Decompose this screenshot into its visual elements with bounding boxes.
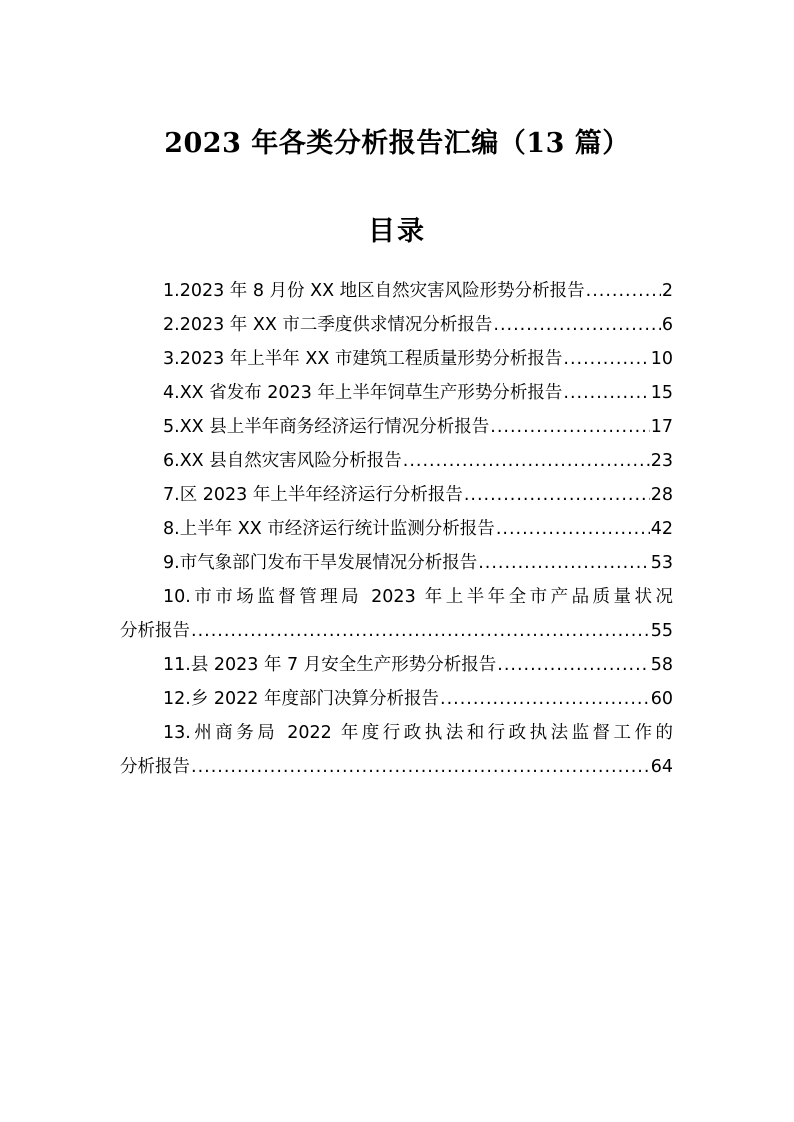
toc-entry-title-line1: 10.市市场监督管理局 2023 年上半年全市产品质量状况	[163, 587, 673, 607]
toc-entry-title: 8.上半年 XX 市经济运行统计监测分析报告	[163, 519, 495, 539]
toc-entry-title-line1: 13.州商务局 2022 年度行政执法和行政执法监督工作的	[163, 723, 673, 743]
toc-entry-title-line2: 分析报告	[120, 621, 190, 641]
toc-dot-leader	[586, 274, 661, 308]
toc-dot-leader	[497, 648, 649, 682]
toc-dot-leader	[563, 342, 649, 376]
toc-page-number: 60	[650, 689, 673, 709]
table-of-contents	[120, 274, 673, 784]
toc-entry-12[interactable]	[120, 682, 673, 716]
toc-entry-title: 6.XX 县自然灾害风险分析报告	[163, 451, 402, 471]
toc-heading: 目录	[368, 216, 426, 247]
toc-page-number: 28	[650, 485, 673, 505]
toc-entry-title: 2.2023 年 XX 市二季度供求情况分析报告	[163, 315, 493, 335]
toc-entry-title-line2: 分析报告	[120, 757, 190, 777]
toc-dot-leader	[440, 682, 650, 716]
toc-entry-11[interactable]	[120, 648, 673, 682]
toc-page-number: 6	[661, 315, 673, 335]
toc-entry-6[interactable]	[120, 444, 673, 478]
toc-entry-5[interactable]	[120, 410, 673, 444]
toc-dot-leader	[496, 512, 650, 546]
toc-entry-2[interactable]	[120, 308, 673, 342]
toc-entry-9[interactable]	[120, 546, 673, 580]
toc-entry-3[interactable]	[120, 342, 673, 376]
toc-entry-title: 11.县 2023 年 7 月安全生产形势分析报告	[163, 655, 497, 675]
toc-dot-leader	[490, 410, 649, 444]
toc-page-number: 2	[661, 281, 673, 301]
toc-dot-leader	[464, 478, 650, 512]
toc-entry-7[interactable]	[120, 478, 673, 512]
toc-entry-title: 12.乡 2022 年度部门决算分析报告	[163, 689, 439, 709]
toc-entry-title: 1.2023 年 8 月份 XX 地区自然灾害风险形势分析报告	[163, 281, 585, 301]
toc-page-number: 15	[650, 383, 673, 403]
toc-page-number: 55	[650, 621, 673, 641]
toc-dot-leader	[191, 614, 650, 648]
toc-entry-title: 3.2023 年上半年 XX 市建筑工程质量形势分析报告	[163, 349, 563, 369]
toc-page-number: 64	[650, 757, 673, 777]
toc-page-number: 23	[650, 451, 673, 471]
toc-entry-title: 5.XX 县上半年商务经济运行情况分析报告	[163, 417, 490, 437]
toc-page-number: 10	[650, 349, 673, 369]
toc-dot-leader	[478, 546, 650, 580]
toc-dot-leader	[563, 376, 649, 410]
toc-entry-4[interactable]	[120, 376, 673, 410]
toc-page-number: 17	[650, 417, 673, 437]
toc-dot-leader	[403, 444, 650, 478]
toc-dot-leader	[493, 308, 660, 342]
toc-page-number: 53	[650, 553, 673, 573]
toc-entry-13[interactable]	[120, 716, 673, 784]
toc-entry-8[interactable]	[120, 512, 673, 546]
toc-page-number: 42	[650, 519, 673, 539]
toc-entry-title: 7.区 2023 年上半年经济运行分析报告	[163, 485, 463, 505]
toc-entry-title: 4.XX 省发布 2023 年上半年饲草生产形势分析报告	[163, 383, 563, 403]
toc-dot-leader	[191, 750, 650, 784]
document-title: 2023 年各类分析报告汇编（13 篇）	[164, 128, 630, 159]
toc-entry-10[interactable]	[120, 580, 673, 648]
toc-page-number: 58	[650, 655, 673, 675]
toc-entry-1[interactable]	[120, 274, 673, 308]
toc-entry-title: 9.市气象部门发布干旱发展情况分析报告	[163, 553, 478, 573]
